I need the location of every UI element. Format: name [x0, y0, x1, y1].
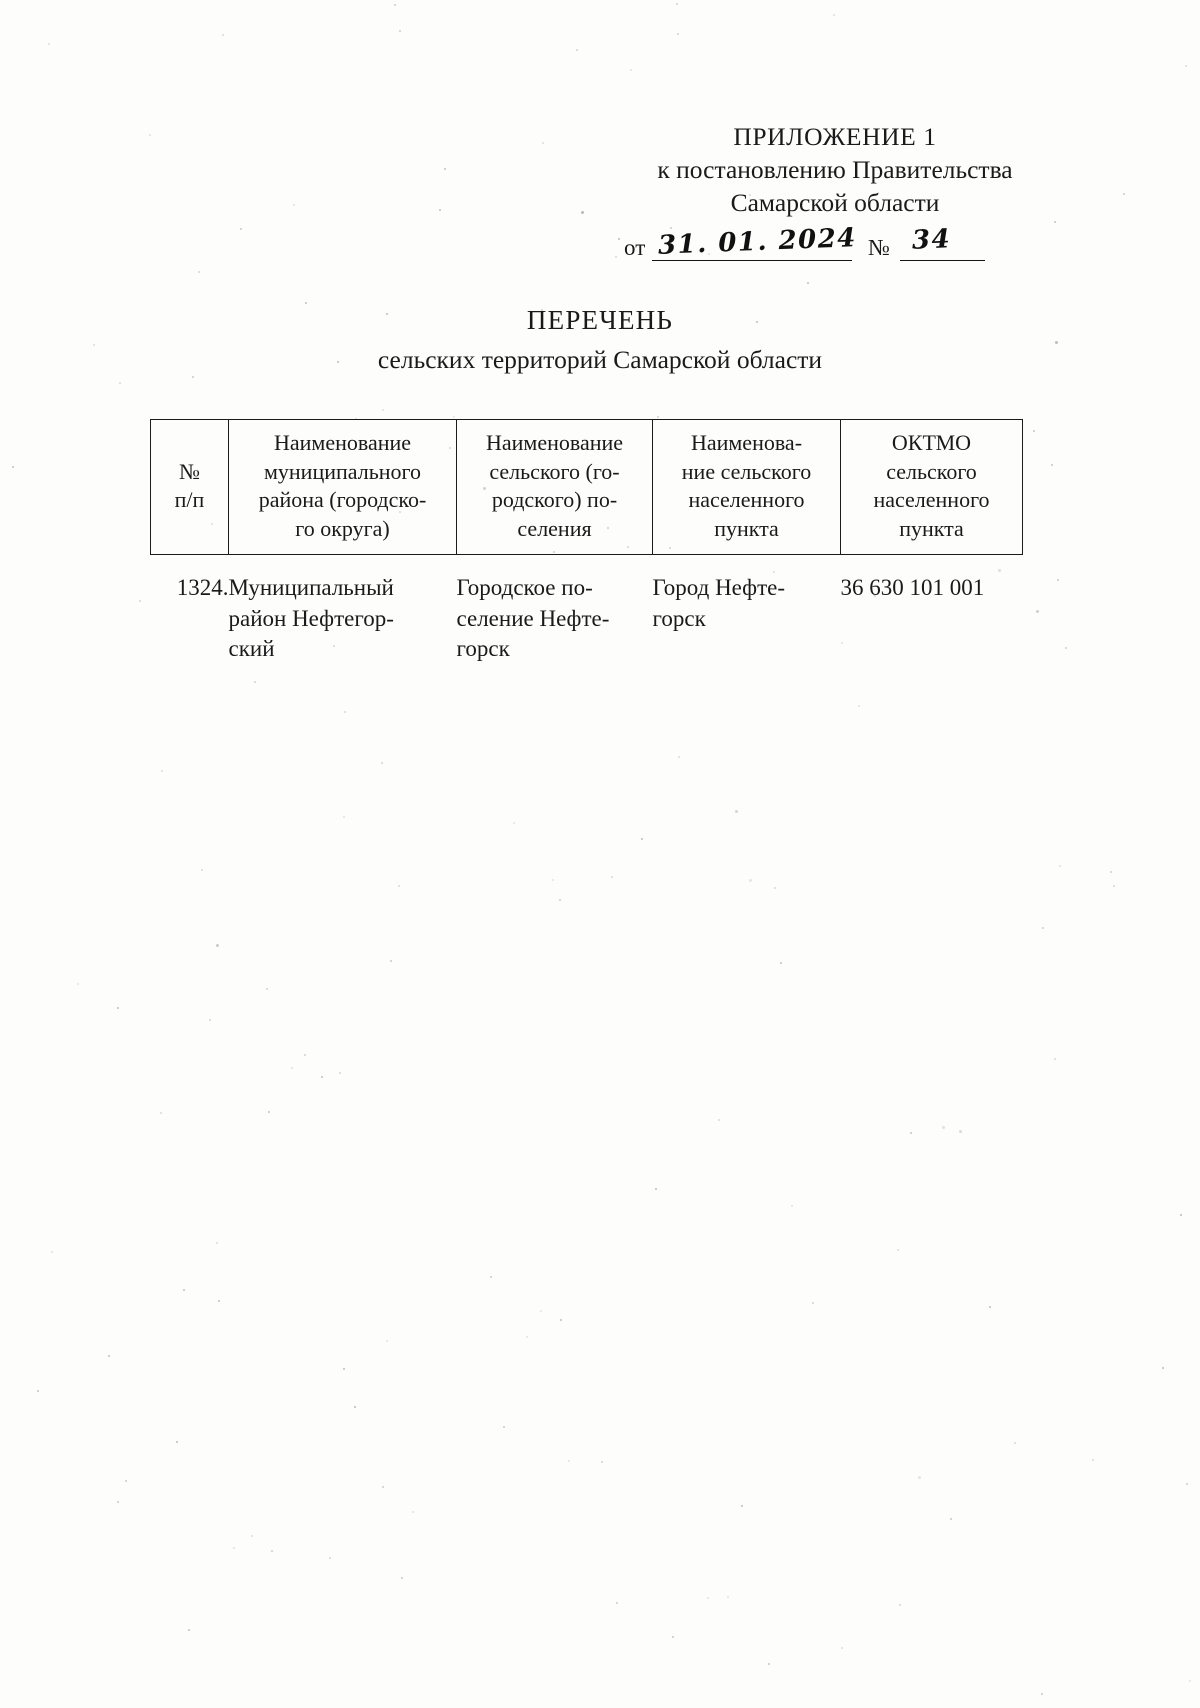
table-row — [151, 555, 1023, 664]
appendix-label: ПРИЛОЖЕНИЕ 1 — [733, 122, 937, 151]
row-locality-cell: Город Нефте- горск — [652, 575, 785, 631]
appendix-header — [600, 120, 1070, 266]
row-oktmo-cell: 36 630 101 001 — [840, 575, 985, 601]
column-header-municipal-district: Наименование муниципального района (городско- го округа) — [229, 420, 457, 555]
issuer-line-1: к постановлению Правительства — [657, 155, 1013, 185]
document-title-block — [150, 305, 1050, 375]
column-header-number: № п/п — [151, 420, 229, 555]
date-prefix-label: от — [624, 235, 646, 261]
column-header-oktmo: ОКТМО сельского населенного пункта — [841, 420, 1023, 555]
number-underline — [900, 260, 985, 261]
row-number-cell: 1324. — [176, 575, 229, 601]
row-settlement-cell: Городское по- селение Нефте- горск — [456, 575, 610, 661]
page-subtitle: сельских территорий Самарской области — [377, 345, 823, 374]
date-and-number-line — [600, 224, 1070, 266]
date-underline — [652, 260, 852, 261]
table-header-row — [151, 420, 1023, 555]
number-symbol-label: № — [868, 235, 890, 261]
column-header-settlement: Наименование сельского (го- родского) по- селения — [457, 420, 653, 555]
issuer-line-2: Самарской области — [730, 188, 940, 218]
handwritten-date-value: 31. 01. 2024 — [657, 223, 858, 262]
page-title: ПЕРЕЧЕНЬ — [526, 305, 674, 335]
handwritten-number-value: 34 — [911, 224, 952, 257]
villages-registry-table — [150, 419, 1023, 664]
row-municipal-district-cell: Муниципальный район Нефтегор- ский — [228, 575, 394, 661]
column-header-locality: Наименова- ние сельского населенного пункта — [653, 420, 841, 555]
